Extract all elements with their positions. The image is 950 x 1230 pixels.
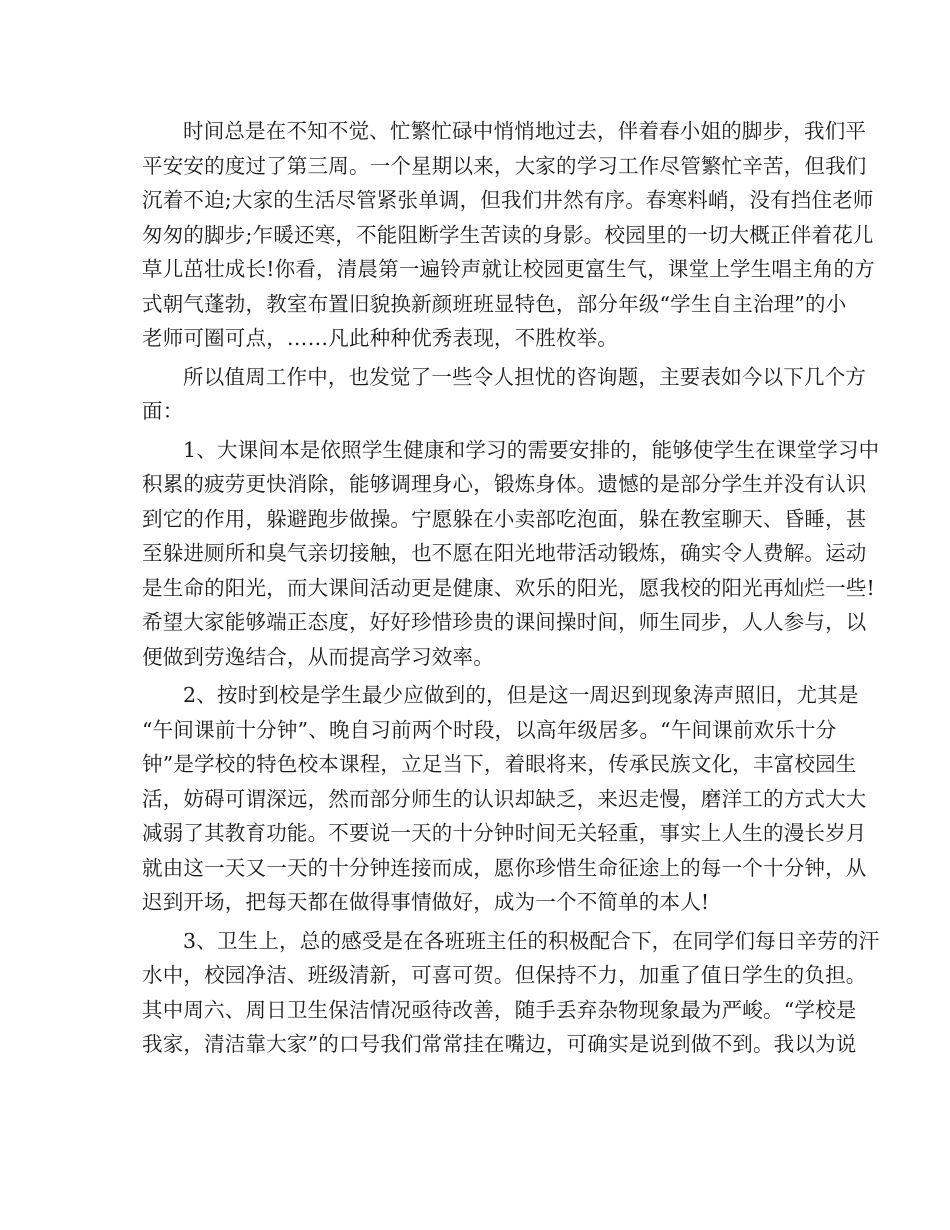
text-line: 式朝气蓬勃，教室布置旧貌换新颜班班显特色，部分年级“学生自主治理”的小 (142, 291, 847, 316)
text-line: 我家，清洁靠大家”的口号我们常常挂在嘴边，可确实是说到做不到。我以为说 (142, 1032, 857, 1056)
text-line: 老师可圈可点，……凡此种种优秀表现，不胜枚举。 (142, 326, 619, 350)
text-line: 活，妨碍可谓深远，然而部分师生的认识却缺乏，来迟走慢，磨洋工的方式大大 (142, 786, 867, 811)
text-line: 匆匆的脚步;乍暖还寒，不能阻断学生苦读的身影。校园里的一切大概正伴着花儿 (142, 222, 874, 247)
paragraph-item-1 (142, 433, 880, 675)
text-line: 草儿茁壮成长!你看，清晨第一遍铃声就让校园更富生气，课堂上学生唱主角的方 (142, 257, 875, 281)
paragraph-concerns (142, 360, 867, 429)
text-line: 便做到劳逸结合，从而提高学习效率。 (142, 644, 494, 669)
text-line: 到它的作用，躲避跑步做操。宁愿躲在小卖部吃泡面，躲在教室聊天、昏睡，甚 (142, 506, 867, 531)
paragraph-intro (142, 114, 875, 356)
text-line: 是生命的阳光，而大课间活动更是健康、欢乐的阳光，愿我校的阳光再灿烂一些! (142, 575, 875, 600)
text-line: 2、按时到校是学生最少应做到的，但是这一周迟到现象涛声照旧，尤其是 (183, 683, 859, 707)
text-line: 至躲进厕所和臭气亲切接触，也不愿在阳光地带活动锻炼，确实令人费解。运动 (142, 541, 867, 565)
paragraph-item-3 (142, 924, 880, 1062)
text-line: 面： (142, 399, 184, 423)
text-line: 其中周六、周日卫生保洁情况亟待改善，随手丢弃杂物现象最为严峻。“学校是 (142, 997, 857, 1022)
text-line: 就由这一天又一天的十分钟连接而成，愿你珍惜生命征途上的每一个十分钟，从 (142, 855, 867, 880)
text-line: 沉着不迫;大家的生活尽管紧张单调，但我们井然有序。春寒料峭，没有挡住老师 (142, 188, 874, 212)
document-body (142, 114, 880, 1062)
text-line: 平安安的度过了第三周。一个星期以来，大家的学习工作尽管繁忙辛苦，但我们 (142, 153, 867, 178)
text-line: 钟”是学校的特色校本课程，立足当下，着眼将来，传承民族文化，丰富校园生 (142, 752, 857, 776)
text-line: 迟到开场，把每天都在做得事情做好，成为一个不简单的本人! (142, 890, 710, 914)
paragraph-item-2 (142, 678, 867, 920)
text-line: 积累的疲劳更快消除，能够调理身心，锻炼身体。遗憾的是部分学生并没有认识 (142, 472, 867, 496)
text-line: 减弱了其教育功能。不要说一天的十分钟时间无关轻重，事实上人生的漫长岁月 (142, 821, 867, 845)
text-line: 3、卫生上，总的感受是在各班班主任的积极配合下，在同学们每日辛劳的汗 (183, 928, 880, 953)
text-line: 希望大家能够端正态度，好好珍惜珍贵的课间操时间，师生同步，人人参与，以 (142, 610, 867, 634)
text-line: 1、大课间本是依照学生健康和学习的需要安排的，能够使学生在课堂学习中 (183, 437, 880, 462)
text-line: 所以值周工作中，也发觉了一些令人担忧的咨询题，主要表如今以下几个方 (183, 364, 867, 389)
text-line: “午间课前十分钟”、晚自习前两个时段，以高年级居多。“午间课前欢乐十分 (142, 717, 837, 742)
text-line: 水中，校园净洁、班级清新，可喜可贺。但保持不力，加重了值日学生的负担。 (142, 963, 867, 987)
text-line: 时间总是在不知不觉、忙繁忙碌中悄悄地过去，伴着春小姐的脚步，我们平 (183, 119, 867, 143)
